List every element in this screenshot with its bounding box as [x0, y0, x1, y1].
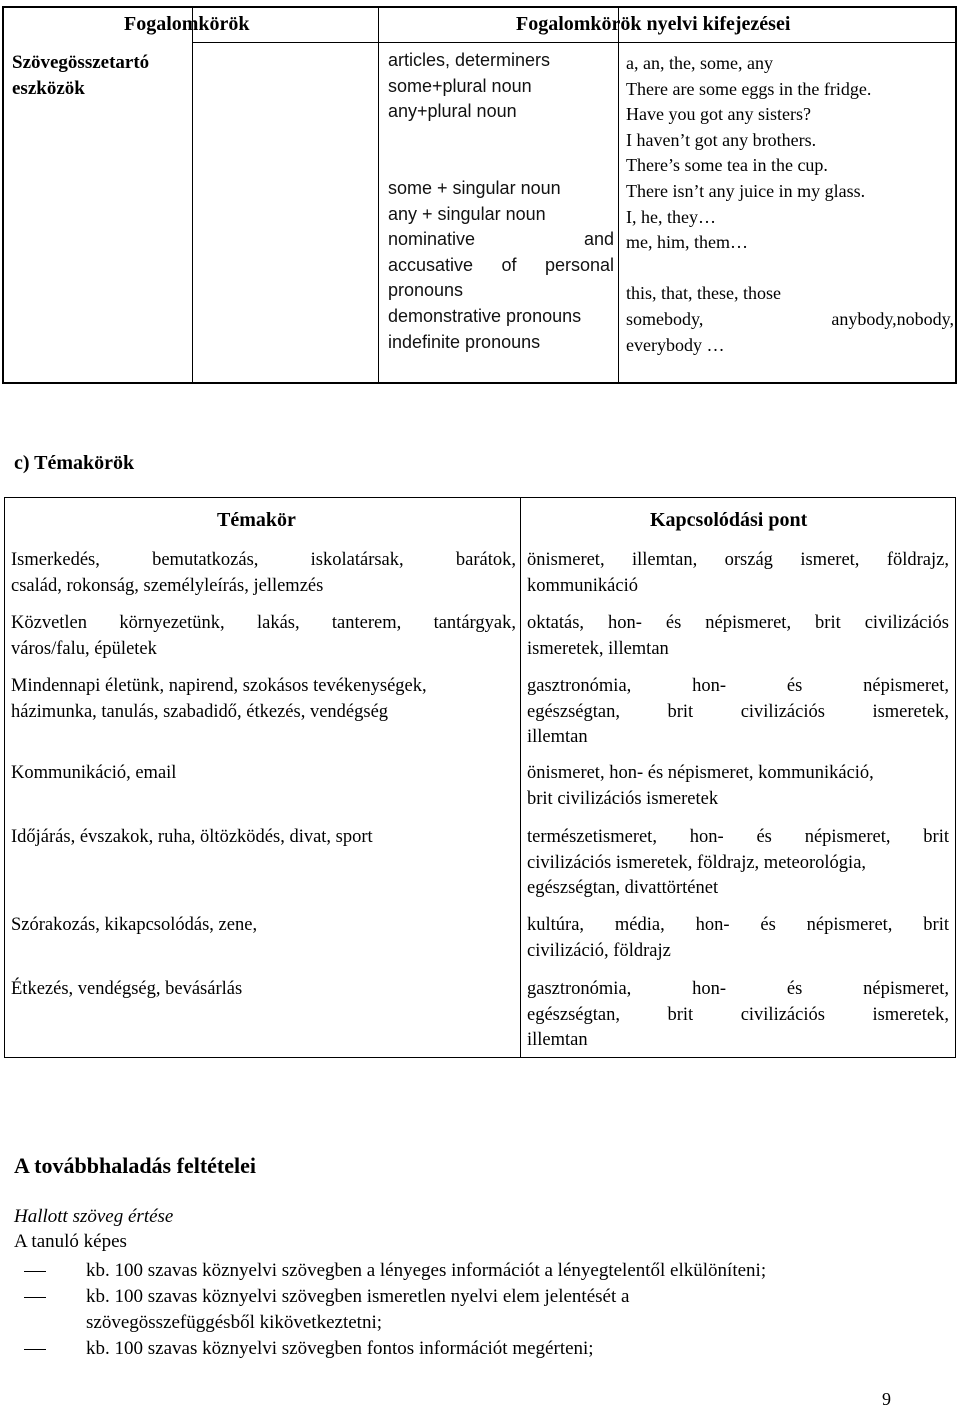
- concept-line: [388, 253, 614, 279]
- word: média,: [614, 915, 665, 935]
- word: és: [786, 979, 803, 999]
- dash-bullet-icon: [24, 1271, 46, 1272]
- dash-bullet-icon: [24, 1349, 46, 1350]
- word: és: [786, 676, 803, 696]
- link-line: illemtan: [527, 727, 588, 748]
- word: brit: [667, 701, 694, 722]
- list-item: [14, 1258, 914, 1284]
- section-title: c) Témakörök: [14, 452, 135, 474]
- topic-cell: [11, 977, 516, 1003]
- topic-cell: [11, 825, 516, 851]
- word: népismeret,: [863, 979, 949, 999]
- link-cell: [527, 977, 949, 1054]
- expression-line: There’s some tea in the cup.: [626, 155, 828, 176]
- word: Közvetlen: [11, 613, 88, 633]
- expression-line: [626, 307, 954, 333]
- word: ismeretek,: [872, 1004, 949, 1025]
- table-divider: [378, 8, 379, 382]
- link-line: egészségtan, divattörténet: [527, 878, 719, 899]
- word: földrajz,: [886, 550, 949, 570]
- header-link: Kapcsolódási pont: [650, 509, 808, 531]
- page-number: 9: [882, 1389, 891, 1409]
- concept-line: pronouns: [388, 280, 464, 301]
- topic-cell: [11, 611, 516, 662]
- concept-line: some + singular noun: [388, 177, 561, 198]
- word: accusative: [388, 254, 474, 275]
- word: gasztronómia,: [527, 676, 632, 696]
- list-item: [14, 1336, 914, 1362]
- word: környezetünk,: [119, 613, 225, 633]
- word: brit: [923, 915, 949, 935]
- topic-line: Szórakozás, kikapcsolódás, zene,: [11, 915, 258, 935]
- link-line: [527, 674, 949, 700]
- table-divider: [520, 498, 521, 1057]
- expression-line: me, him, them…: [626, 232, 748, 253]
- word: brit: [815, 613, 841, 633]
- word: és: [756, 827, 772, 847]
- word: népismeret,: [806, 915, 893, 935]
- word: brit: [923, 827, 949, 847]
- topic-line: Mindennapi életünk, napirend, szokásos tevékenységek,: [11, 676, 427, 696]
- expression-line: Have you got any sisters?: [626, 104, 811, 125]
- word: oktatás,: [527, 613, 585, 633]
- word: népismeret,: [863, 676, 949, 696]
- word: hon-: [692, 979, 727, 999]
- expression-line: a, an, the, some, any: [626, 53, 773, 73]
- link-line: [527, 977, 949, 1003]
- word: brit: [667, 1004, 694, 1025]
- category-line: eszközök: [12, 78, 85, 99]
- word: önismeret,: [527, 550, 605, 570]
- header-concepts: Fogalomkörök: [124, 13, 250, 35]
- link-line: brit civilizációs ismeretek: [527, 788, 719, 809]
- topic-line: Étkezés, vendégség, bevásárlás: [11, 979, 243, 999]
- expression-line: this, that, these, those: [626, 283, 781, 304]
- word: of: [501, 254, 517, 275]
- link-cell: [527, 611, 949, 662]
- list-item-text: szövegösszefüggésből kikövetkeztetni;: [86, 1312, 383, 1333]
- expression-line: There are some eggs in the fridge.: [626, 78, 872, 99]
- word: bemutatkozás,: [152, 550, 259, 570]
- concept-line: [388, 150, 614, 176]
- link-cell: [527, 825, 949, 902]
- link-line: [527, 825, 949, 851]
- progression-list: [14, 1258, 914, 1362]
- topic-line: Kommunikáció, email: [11, 763, 177, 783]
- header-expressions: Fogalomkörök nyelvi kifejezései: [516, 13, 791, 35]
- link-cell: [527, 674, 949, 751]
- word: and: [583, 229, 614, 250]
- word: gasztronómia,: [527, 979, 632, 999]
- word: és: [665, 613, 682, 633]
- expression-line: everybody …: [626, 334, 725, 355]
- word: hon-: [692, 676, 727, 696]
- expression-line: I, he, they…: [626, 206, 716, 227]
- word: barátok,: [455, 550, 516, 570]
- word: lakás,: [256, 613, 300, 633]
- link-line: ismeretek, illemtan: [527, 638, 669, 659]
- word: tantárgyak,: [433, 613, 516, 633]
- word: hon-: [689, 827, 724, 847]
- word: ismeretek,: [872, 701, 949, 722]
- topic-cell: [11, 761, 516, 787]
- word: egészségtan,: [527, 701, 620, 722]
- topic-line: [11, 611, 516, 637]
- list-item-text: kb. 100 szavas köznyelvi szövegben ismeretlen nyelvi elem jelentését a: [86, 1286, 630, 1307]
- progression-lead: A tanuló képes: [14, 1231, 127, 1252]
- word: somebody,: [626, 308, 704, 329]
- list-item-text: kb. 100 szavas köznyelvi szövegben a lényeges információt a lényegtelentől elkülöníteni;: [86, 1260, 767, 1281]
- concept-line: indefinite pronouns: [388, 331, 541, 352]
- concept-line: demonstrative pronouns: [388, 305, 582, 326]
- word: népismeret,: [804, 827, 891, 847]
- progression-title: A továbbhaladás feltételei: [14, 1153, 256, 1178]
- link-line: illemtan: [527, 1030, 588, 1051]
- topic-line: család, rokonság, személyleírás, jellemzés: [11, 575, 324, 596]
- link-line: [527, 1003, 949, 1029]
- topic-line: házimunka, tanulás, szabadidő, étkezés, vendégség: [11, 701, 389, 722]
- word: nominative: [388, 229, 476, 250]
- word: ismeret,: [800, 550, 860, 570]
- link-line: civilizációs ismeretek, földrajz, meteorológia,: [527, 852, 867, 873]
- list-item-text: kb. 100 szavas köznyelvi szövegben fontos információt megérteni;: [86, 1338, 594, 1359]
- expression-line: There isn’t any juice in my glass.: [626, 180, 866, 201]
- word: egészségtan,: [527, 1004, 620, 1025]
- topic-cell: [11, 548, 516, 599]
- concept-line: some+plural noun: [388, 75, 532, 96]
- link-line: [527, 548, 949, 574]
- expressions-column: [626, 51, 954, 358]
- topic-line: Időjárás, évszakok, ruha, öltözködés, divat, sport: [11, 827, 373, 847]
- word: ország: [724, 550, 773, 570]
- word: civilizációs: [740, 1004, 825, 1025]
- table-divider: [618, 8, 619, 382]
- topic-cell: [11, 674, 516, 725]
- table-divider: [192, 42, 955, 43]
- link-cell: [527, 761, 949, 812]
- word: civilizációs: [864, 613, 949, 633]
- expression-line: I haven’t got any brothers.: [626, 129, 817, 150]
- word: hon-: [695, 915, 730, 935]
- concept-line: any+plural noun: [388, 101, 517, 122]
- link-line: [527, 700, 949, 726]
- topics-table: [4, 497, 956, 1058]
- table-divider: [192, 8, 193, 382]
- link-cell: [527, 548, 949, 599]
- link-line: civilizáció, földrajz: [527, 940, 671, 961]
- concepts-column: [388, 48, 614, 355]
- concept-line: [388, 227, 614, 253]
- link-line: kommunikáció: [527, 575, 638, 596]
- header-topic: Témakör: [217, 509, 296, 531]
- word: tanterem,: [331, 613, 402, 633]
- word: hon-: [608, 613, 642, 633]
- topic-cell: [11, 913, 516, 939]
- concept-line: articles, determiners: [388, 50, 551, 70]
- concepts-table: [2, 6, 957, 384]
- link-cell: [527, 913, 949, 964]
- link-line: [527, 611, 949, 637]
- word: Ismerkedés,: [11, 550, 100, 570]
- word: iskolatársak,: [310, 550, 404, 570]
- link-line: önismeret, hon- és népismeret, kommunikáció,: [527, 763, 874, 783]
- word: anybody,nobody,: [831, 308, 954, 329]
- word: és: [760, 915, 776, 935]
- dash-bullet-icon: [24, 1297, 46, 1298]
- topic-line: város/falu, épületek: [11, 638, 157, 659]
- word: természetismeret,: [527, 827, 657, 847]
- word: illemtan,: [631, 550, 698, 570]
- link-line: [527, 913, 949, 939]
- concept-line: [388, 125, 614, 151]
- category-line: Szövegösszetartó: [12, 52, 150, 73]
- category-label: [12, 50, 149, 102]
- expression-line: [626, 256, 954, 282]
- progression-subtitle: Hallott szöveg értése: [14, 1206, 174, 1227]
- topic-line: [11, 548, 516, 574]
- concept-line: any + singular noun: [388, 203, 546, 224]
- word: kultúra,: [527, 915, 585, 935]
- word: civilizációs: [740, 701, 825, 722]
- word: personal: [544, 254, 614, 275]
- list-item: [14, 1284, 914, 1336]
- word: népismeret,: [705, 613, 792, 633]
